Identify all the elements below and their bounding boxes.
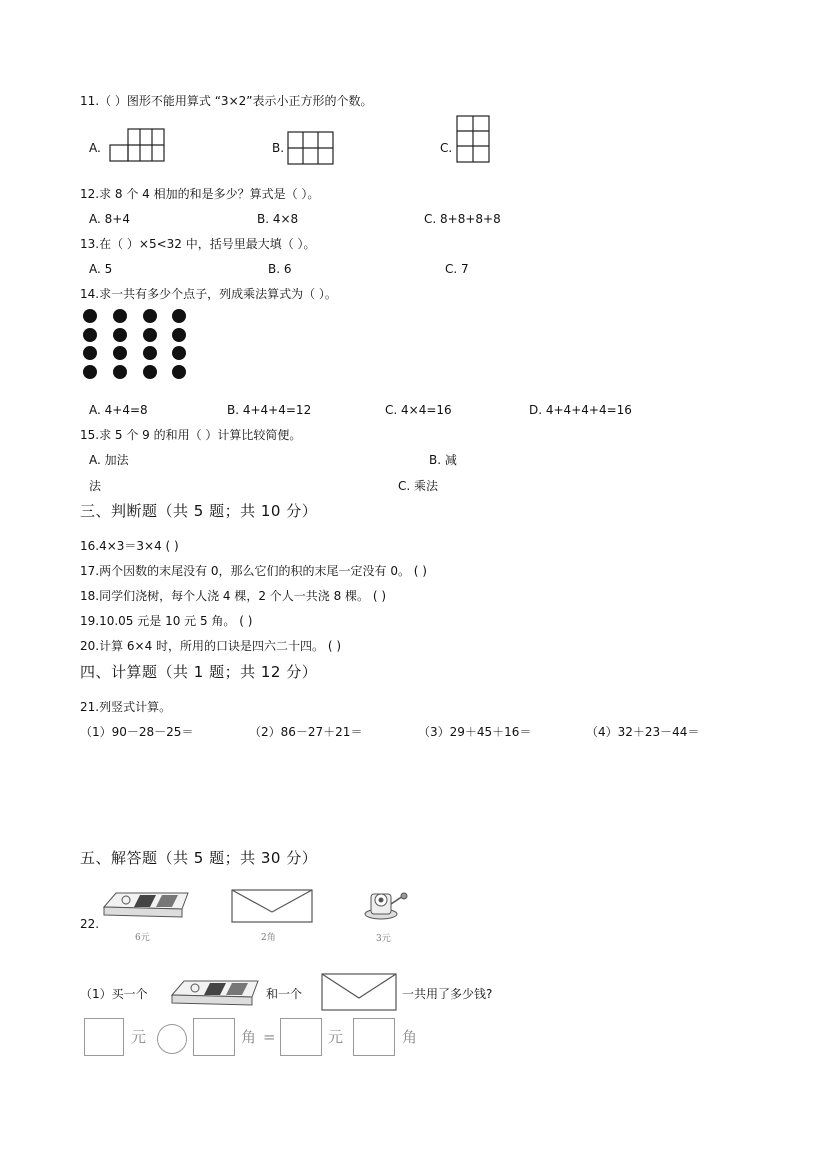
q13-option-b: B. 6 [268,262,292,276]
answer-box-yuan-1[interactable] [84,1018,124,1056]
q14-option-a: A. 4+4=8 [89,403,148,417]
q22-sub1-prefix: （1）买一个 [80,987,148,1001]
dot [143,328,157,342]
pencil-sharpener-icon [361,882,411,922]
unit-jiao-label: 角 [402,1028,418,1046]
unit-yuan-label: 元 [131,1028,147,1046]
q11-figure-a [108,128,166,162]
unit-jiao-label: 角 [241,1028,257,1046]
q15-option-c: C. 乘法 [398,479,439,493]
dot [172,309,186,323]
dot [83,365,97,379]
judge-item-17: 17.两个因数的末尾没有 0，那么它们的积的末尾一定没有 0。 ( ) [80,564,427,578]
q13-stem: 13.在（ ）×5<32 中，括号里最大填（ ）。 [80,237,316,251]
judge-item-18: 18.同学们浇树，每个人浇 4 棵，2 个人一共浇 8 棵。 ( ) [80,589,387,603]
q21-item-3: （3）29＋45＋16＝ [418,725,532,739]
q14-dot-grid [83,309,189,381]
q12-option-a: A. 8+4 [89,212,130,226]
q11-option-a-label: A. [89,141,101,155]
dot [143,309,157,323]
judge-item-16: 16.4×3＝3×4 ( ) [80,539,179,553]
q13-option-c: C. 7 [445,262,469,276]
q22-sub1-mid: 和一个 [266,987,303,1001]
answer-box-jiao-2[interactable] [353,1018,395,1056]
dot [83,346,97,360]
dot [172,346,186,360]
q15-option-b-start: B. 减 [429,453,457,467]
q22-sub1-suffix: 一共用了多少钱? [402,987,493,1001]
dot [113,346,127,360]
q11-option-c-label: C. [440,141,453,155]
q21-item-2: （2）86－27＋21＝ [249,725,363,739]
q11-figure-c [455,114,491,164]
dot [83,328,97,342]
q14-stem: 14.求一共有多少个点子，列成乘法算式为（ ）。 [80,287,337,301]
dot [83,309,97,323]
operator-circle[interactable] [157,1024,187,1054]
q15-option-b-end: 法 [89,479,102,493]
section5-title: 五、解答题（共 5 题；共 30 分） [80,849,318,867]
q12-option-c: C. 8+8+8+8 [424,212,501,226]
q14-option-c: C. 4×4=16 [385,403,452,417]
q11-figure-b [287,130,335,166]
equals-sign: = [263,1028,276,1046]
q22-number: 22. [80,917,100,931]
dot [172,328,186,342]
q21-stem: 21.列竖式计算。 [80,700,172,714]
dot [143,346,157,360]
pencil-case-icon [100,887,192,923]
q12-stem: 12.求 8 个 4 相加的和是多少？算式是（ ）。 [80,187,320,201]
q11-stem: 11.（ ）图形不能用算式 “3×2”表示小正方形的个数。 [80,94,373,108]
envelope-icon [320,972,398,1012]
q14-option-d: D. 4+4+4+4=16 [529,403,632,417]
section3-title: 三、判断题（共 5 题；共 10 分） [80,502,318,520]
judge-item-20: 20.计算 6×4 时，所用的口诀是四六二十四。 ( ) [80,639,342,653]
dot [172,365,186,379]
q12-option-b: B. 4×8 [257,212,299,226]
q22-price-sharpener: 3元 [376,934,391,944]
envelope-icon [230,888,314,924]
answer-box-jiao-1[interactable] [193,1018,235,1056]
dot [113,365,127,379]
dot [113,309,127,323]
q14-option-b: B. 4+4+4=12 [227,403,312,417]
q15-option-a: A. 加法 [89,453,129,467]
q15-stem: 15.求 5 个 9 的和用（ ）计算比较简便。 [80,428,302,442]
dot [113,328,127,342]
pencil-case-icon [168,976,262,1010]
q11-option-b-label: B. [272,141,285,155]
q22-price-envelope: 2角 [261,933,276,943]
judge-item-19: 19.10.05 元是 10 元 5 角。 ( ) [80,614,253,628]
q22-price-pencil-case: 6元 [135,933,150,943]
unit-yuan-label: 元 [328,1028,344,1046]
section4-title: 四、计算题（共 1 题；共 12 分） [80,663,318,681]
dot [143,365,157,379]
q13-option-a: A. 5 [89,262,113,276]
answer-box-yuan-2[interactable] [280,1018,322,1056]
q21-item-4: （4）32＋23－44＝ [586,725,700,739]
q21-item-1: （1）90－28－25＝ [80,725,194,739]
